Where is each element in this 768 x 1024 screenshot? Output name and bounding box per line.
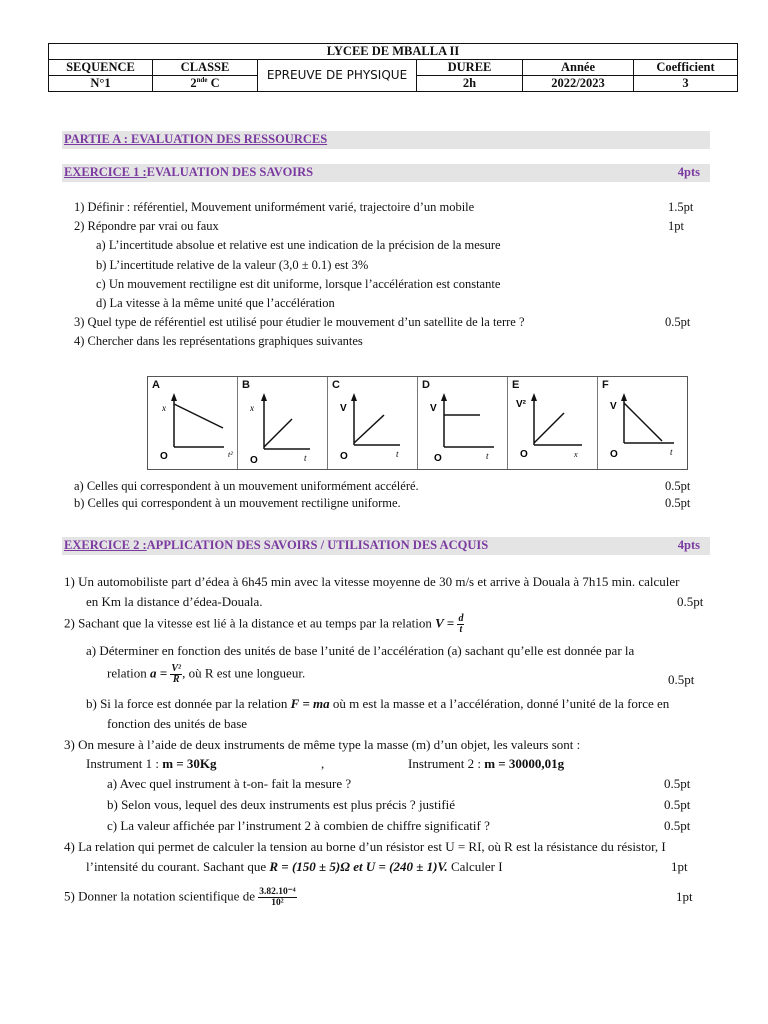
graph-a-y-label: x <box>162 403 166 413</box>
ex2-question-3a-points: 0.5pt <box>664 776 691 791</box>
year-value: 2022/2023 <box>523 76 634 92</box>
graph-c-curve <box>354 415 384 443</box>
graph-d-y-label: V <box>430 403 437 414</box>
sequence-header: SEQUENCE <box>49 60 153 76</box>
graph-a-x-label: t² <box>228 450 233 459</box>
graph-b-curve <box>264 419 292 447</box>
ex2-question-3b: b) Selon vous, lequel des deux instruments est plus précis ? justifié <box>107 797 456 812</box>
ex2-question-5 <box>64 887 297 908</box>
ex2-question-2a-formula: a = <box>149 665 171 681</box>
ex2-question-1-points: 0.5pt <box>677 594 704 609</box>
graph-c <box>328 377 418 469</box>
graph-d-plot <box>418 377 508 469</box>
exercise-1-number: EXERCICE 1 : <box>64 165 147 179</box>
exercise-1-points: 4pts <box>677 165 700 179</box>
ex1-question-2d: d) La vitesse à la même unité que l’accélération <box>96 296 335 310</box>
graph-a <box>148 377 238 469</box>
graph-f-origin: O <box>610 449 618 460</box>
header-table <box>48 43 738 92</box>
graph-a-origin: O <box>160 451 168 462</box>
graph-e-plot <box>508 377 598 469</box>
ex1-question-2c: c) Un mouvement rectiligne est dit uniforme, lorsque l’accélération est constante <box>96 277 501 291</box>
ex1-question-4b-points: 0.5pt <box>665 496 691 510</box>
ex2-question-3a: a) Avec quel instrument à t-on- fait la mesure ? <box>107 776 352 791</box>
graph-b <box>238 377 328 469</box>
year-header: Année <box>523 60 634 76</box>
ex2-instrument-1 <box>86 756 217 772</box>
ex2-question-3c-points: 0.5pt <box>664 818 691 833</box>
graph-f-y-arrow <box>621 393 627 401</box>
ex2-question-4-line-2 <box>86 859 503 875</box>
ex2-question-5-text: 5) Donner la notation scientifique de <box>64 888 259 904</box>
ex2-question-2-denominator: t <box>459 624 463 635</box>
ex2-question-4-formula: R = (150 ± 5)Ω et U = (240 ± 1)V. <box>269 859 448 874</box>
ex2-question-4-suffix: Calculer I <box>447 859 503 874</box>
graph-e <box>508 377 598 469</box>
ex2-instrument-1-value: m = 30Kg <box>162 756 217 771</box>
ex1-question-2a: a) L’incertitude absolue et relative est une indication de la précision de la mesure <box>96 238 501 252</box>
ex2-question-5-denominator: 10² <box>271 898 284 908</box>
sequence-value: N°1 <box>49 76 153 92</box>
ex2-question-2-text: 2) Sachant que la vitesse est lié à la distance et au temps par la relation <box>64 615 436 631</box>
ex1-question-4a: a) Celles qui correspondent à un mouvement uniformément accéléré. <box>74 479 419 493</box>
ex2-question-4-line-1: 4) La relation qui permet de calculer la tension au borne d’un résistor est U = RI, où R est la résistance du résistor, I <box>64 839 666 854</box>
ex2-question-2-formula: V = <box>435 615 458 631</box>
graph-b-label: B <box>242 379 250 391</box>
ex2-question-4-points: 1pt <box>671 859 688 874</box>
ex2-question-5-fraction <box>258 887 296 908</box>
graph-f-x-label: t <box>670 447 673 457</box>
ex2-question-2b-line-1 <box>86 696 669 712</box>
graph-d-x-label: t <box>486 451 489 461</box>
ex2-question-3b-points: 0.5pt <box>664 797 691 812</box>
class-superscript: nde <box>196 75 208 84</box>
ex2-question-2b-prefix: b) Si la force est donnée par la relation <box>86 696 291 711</box>
ex2-instrument-2-label: Instrument 2 : <box>408 756 485 771</box>
graph-f-curve <box>624 403 662 441</box>
ex1-question-1-points: 1.5pt <box>668 200 694 214</box>
ex2-question-5-points: 1pt <box>676 889 693 904</box>
graph-b-plot <box>238 377 328 469</box>
graph-a-plot <box>148 377 238 469</box>
coefficient-header: Coefficient <box>634 60 738 76</box>
graph-e-origin: O <box>520 449 528 460</box>
ex1-question-2-points: 1pt <box>668 219 684 233</box>
exercise-2-title <box>64 538 488 553</box>
ex2-question-5-numerator: 3.82.10⁻⁴ <box>259 887 296 897</box>
duration-value: 2h <box>417 76 523 92</box>
ex2-question-4-prefix: l’intensité du courant. Sachant que <box>86 859 270 874</box>
graph-c-plot <box>328 377 418 469</box>
exercise-1-bar <box>62 164 710 182</box>
ex2-question-2-numerator: d <box>458 613 464 624</box>
exercise-2-subtitle: APPLICATION DES SAVOIRS / UTILISATION DES ACQUIS <box>146 538 489 552</box>
graph-c-y-arrow <box>351 393 357 401</box>
ex2-question-2b-formula: F = ma <box>290 696 330 711</box>
graph-e-y-label: V² <box>516 399 526 410</box>
exam-title: EPREUVE DE PHYSIQUE <box>258 60 417 92</box>
graph-e-x-label: x <box>574 450 578 459</box>
part-a-title: PARTIE A : EVALUATION DES RESSOURCES <box>64 132 328 146</box>
graph-f-label: F <box>602 379 609 391</box>
graph-d <box>418 377 508 469</box>
ex2-question-2a-numerator: V² <box>171 663 182 674</box>
graph-a-label: A <box>152 379 160 391</box>
ex2-question-3-line-1: 3) On mesure à l’aide de deux instruments de même type la masse (m) d’un objet, les valeurs sont : <box>64 737 581 752</box>
part-a-bar <box>62 131 710 149</box>
graph-e-curve <box>534 413 564 443</box>
ex1-question-1: 1) Définir : référentiel, Mouvement uniformément varié, trajectoire d’un mobile <box>74 200 475 214</box>
graph-a-y-arrow <box>171 393 177 401</box>
ex1-question-3: 3) Quel type de référentiel est utilisé pour étudier le mouvement d’un satellite de la terre ? <box>74 315 525 329</box>
ex1-question-4b: b) Celles qui correspondent à un mouvement rectiligne uniforme. <box>74 496 401 510</box>
graph-e-y-arrow <box>531 393 537 401</box>
class-value <box>153 76 258 92</box>
exercise-2-bar <box>62 537 710 555</box>
ex2-question-2b-suffix: où m est la masse et a l’accélération, donné l’unité de la force en <box>329 696 670 711</box>
graph-c-x-label: t <box>396 449 399 459</box>
graph-c-origin: O <box>340 451 348 462</box>
class-header: CLASSE <box>153 60 258 76</box>
graph-a-curve <box>174 404 223 428</box>
ex2-question-1-line-2: en Km la distance d’édea-Douala. <box>86 594 263 609</box>
ex2-question-2a-suffix: , où R est une longueur. <box>182 665 306 681</box>
school-name: LYCEE DE MBALLA II <box>49 44 738 60</box>
class-letter: C <box>210 76 220 90</box>
ex2-question-2-fraction <box>457 614 464 635</box>
exercise-2-points: 4pts <box>677 538 700 552</box>
ex2-question-2a-denominator: R <box>172 674 180 685</box>
ex2-question-2a-points: 0.5pt <box>668 672 695 687</box>
graph-d-origin: O <box>434 453 442 464</box>
ex1-question-4: 4) Chercher dans les représentations graphiques suivantes <box>74 334 363 348</box>
graph-d-label: D <box>422 379 430 391</box>
ex2-instrument-separator: , <box>321 756 325 771</box>
ex2-instrument-1-label: Instrument 1 : <box>86 756 163 771</box>
graph-c-label: C <box>332 379 340 391</box>
ex2-question-2 <box>64 614 464 635</box>
ex2-question-1-line-1: 1) Un automobiliste part d’édea à 6h45 min avec la vitesse moyenne de 30 m/s et arrive à Douala à 7h15 min. calculer <box>64 574 680 589</box>
exercise-1-title <box>64 165 313 180</box>
motion-graphs <box>147 376 688 470</box>
graph-f <box>598 377 687 469</box>
ex2-question-2a-line-2 <box>107 664 305 685</box>
graph-b-origin: O <box>250 455 258 466</box>
class-number: 2 <box>190 76 197 90</box>
ex2-question-2a-line-1: a) Déterminer en fonction des unités de base l’unité de l’accélération (a) sachant qu’elle est donnée par la <box>86 643 635 658</box>
graph-b-y-arrow <box>261 393 267 401</box>
exercise-1-subtitle: EVALUATION DES SAVOIRS <box>146 165 314 179</box>
graph-d-y-arrow <box>441 393 447 401</box>
graph-b-y-label: x <box>250 403 254 413</box>
ex2-question-3c: c) La valeur affichée par l’instrument 2 à combien de chiffre significatif ? <box>107 818 490 833</box>
ex1-question-2b: b) L’incertitude relative de la valeur (3,0 ± 0.1) est 3% <box>96 258 369 272</box>
ex2-instrument-2-value: m = 30000,01g <box>484 756 565 771</box>
ex1-question-2: 2) Répondre par vrai ou faux <box>74 219 219 233</box>
graph-f-y-label: V <box>610 401 617 412</box>
graph-f-plot <box>598 377 688 469</box>
ex2-question-2a-fraction <box>170 664 182 685</box>
graph-c-y-label: V <box>340 403 347 414</box>
ex1-question-4a-points: 0.5pt <box>665 479 691 493</box>
duration-header: DUREE <box>417 60 523 76</box>
ex2-question-2b-line-2: fonction des unités de base <box>107 716 248 731</box>
graph-e-label: E <box>512 379 520 391</box>
exercise-2-number: EXERCICE 2 : <box>64 538 147 552</box>
ex1-question-3-points: 0.5pt <box>665 315 691 329</box>
graph-b-x-label: t <box>304 453 307 463</box>
ex2-instrument-2 <box>408 756 564 772</box>
ex2-question-2a-prefix: relation <box>107 665 150 681</box>
coefficient-value: 3 <box>634 76 738 92</box>
